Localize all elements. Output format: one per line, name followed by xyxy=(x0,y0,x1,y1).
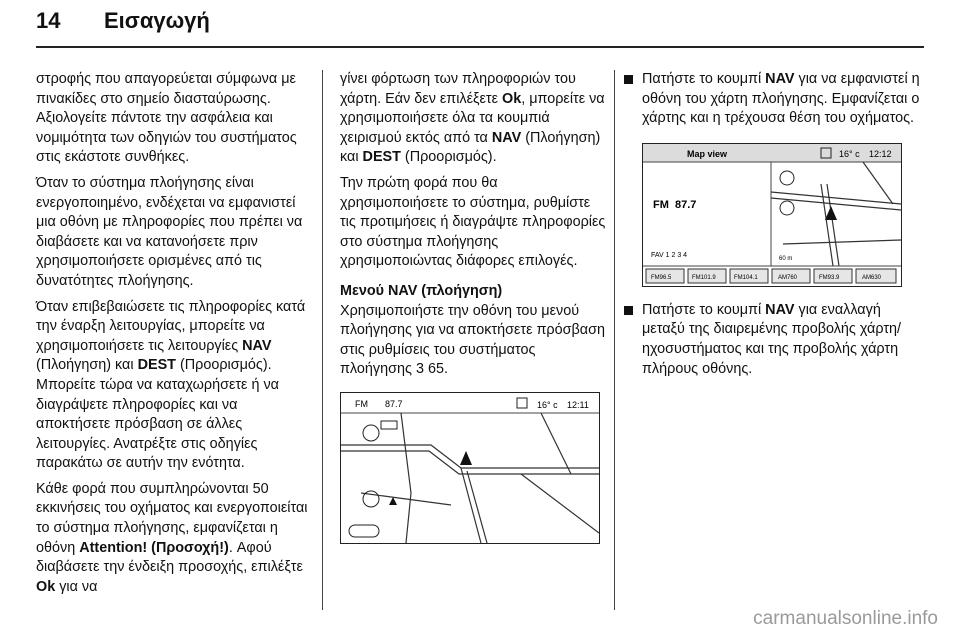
preset-button-label: FM96.5 xyxy=(651,274,672,281)
ok-keyword: Ok xyxy=(36,578,56,595)
paragraph: γίνει φόρτωση των πληροφοριών του χάρτη. Εάν δεν επιλέξετε Ok, μπορείτε να χρησιμοποιήσετε όλα τα κουμπιά χειρισμού εκτός από τα NAV (Πλοήγηση) και DEST (Προορισμός). xyxy=(340,71,605,166)
preset-button-label: FM104.1 xyxy=(734,274,758,281)
nav-keyword: NAV xyxy=(765,71,795,87)
nav-keyword: NAV xyxy=(765,301,795,318)
frequency-label: 87.7 xyxy=(385,398,403,409)
section-heading: Μενού NAV (πλοήγηση) xyxy=(340,282,503,299)
nav-keyword: NAV xyxy=(491,129,522,146)
frequency-label: 87.7 xyxy=(675,198,697,211)
column-divider xyxy=(614,70,615,610)
paragraph: Όταν επιβεβαιώσετε τις πληροφορίες κατά την έναρξη λειτουργίας, μπορείτε να χρησιμοποιήσετε τις λειτουργίες NAV (Πλοήγηση) και DEST (Προορισμός). Μπορείτε τώρα να καταχωρήσετε ή να διαγράψετε πληροφορίες και να αποκτήσετε πρόσβαση σε άλλες λειτουργίες. Ανατρέξτε στις οδηγίες παρακάτω σε αυτήν την ενότητα. xyxy=(36,298,306,472)
temperature-label: 16° c xyxy=(839,148,860,159)
paragraph: Όταν το σύστημα πλοήγησης είναι ενεργοποιημένο, ενδέχεται να εμφανιστεί μια οθόνη με πληροφορίες που πρέπει να διαβάσετε και να κατανοήσετε πριν χρησιμοποιήσετε ορισμένες από τις δυνατότητες πλοήγησης. xyxy=(36,174,303,289)
page-reference-icon: 3 xyxy=(415,361,424,378)
preset-button-label: AM630 xyxy=(862,274,882,281)
attention-keyword: Attention! (Προσοχή!) xyxy=(79,539,229,556)
map-view-title: Map view xyxy=(687,148,728,159)
preset-button-label: AM760 xyxy=(778,274,798,281)
nav-keyword: NAV xyxy=(242,337,272,354)
watermark: carmanualsonline.info xyxy=(753,608,938,629)
paragraph: στροφής που απαγορεύεται σύμφωνα με πινακίδες στο σημείο διασταύρωσης. Αξιολογείτε πάντοτε την ασφάλεια και νομιμότητα των οδηγιών του συστήματος στις εκάστοτε συνθήκες. xyxy=(36,71,297,166)
preset-button-label: FM93.9 xyxy=(819,274,840,281)
page-title: Εισαγωγή xyxy=(104,8,210,33)
paragraph: Κάθε φορά που συμπληρώνονται 50 εκκινήσεις του οχήματος και ενεργοποιείται το σύστημα πλοήγησης, εμφανίζεται η οθόνη Attention! (Προσοχή!). Αφού διαβάσετε την ένδειξη προσοχής, επιλέξτε Ok για να xyxy=(36,480,308,595)
nav-screen-illustration xyxy=(340,392,600,544)
bullet-item: Πατήστε το κουμπί NAV για εναλλαγή μεταξύ της διαιρεμένης προβολής χάρτη/ηχοσυστήματος και της προβολής χάρτη πλήρους οθόνης. xyxy=(624,301,924,379)
column-3 xyxy=(624,70,924,379)
column-divider xyxy=(322,70,323,610)
ok-keyword: Ok xyxy=(502,90,522,107)
favorites-label: FAV 1 2 3 4 xyxy=(651,251,688,259)
bullet-square xyxy=(624,75,633,84)
bullet-square xyxy=(624,306,633,315)
dest-keyword: DEST xyxy=(362,149,401,166)
clock-label: 12:11 xyxy=(567,399,589,410)
paragraph: Χρησιμοποιήστε την οθόνη του μενού πλοήγησης για να αποκτήσετε πρόσβαση στις ρυθμίσεις του συστήματος πλοήγησης 3 65. xyxy=(340,302,605,378)
preset-button-label: FM101.9 xyxy=(692,274,716,281)
fm-label: FM xyxy=(653,198,669,211)
fm-label: FM xyxy=(355,398,368,409)
clock-label: 12:12 xyxy=(869,148,892,159)
bullet-item: Πατήστε το κουμπί NAV για να εμφανιστεί η οθόνη του χάρτη πλοήγησης. Εμφανίζεται ο χάρτης και η τρέχουσα θέση του οχήματος. xyxy=(624,70,924,129)
map-view-illustration xyxy=(642,143,902,287)
column-2 xyxy=(340,70,606,556)
header-rule xyxy=(36,46,924,48)
temperature-label: 16° c xyxy=(537,399,558,410)
page-number: 14 xyxy=(36,8,61,33)
dest-keyword: DEST xyxy=(137,357,176,374)
column-1 xyxy=(36,70,312,603)
map-scale: 60 m xyxy=(779,255,793,262)
paragraph: Την πρώτη φορά που θα χρησιμοποιήσετε το σύστημα, ρυθμίστε τις προτιμήσεις ή διαγράψτε πληροφορίες στο σύστημα πλοήγησης χρησιμοποιώντας διάφορες επιλογές. xyxy=(340,174,606,270)
